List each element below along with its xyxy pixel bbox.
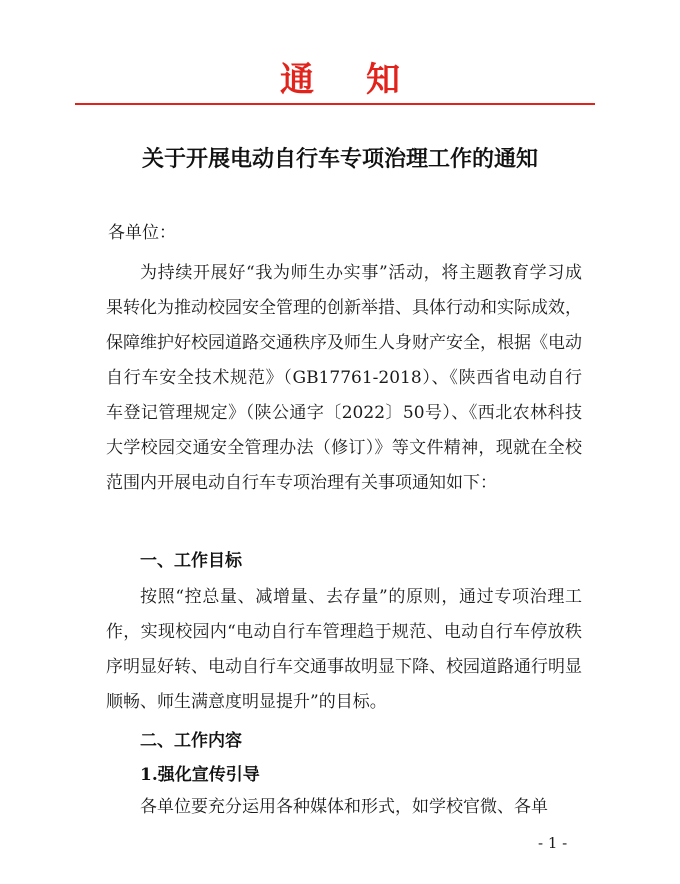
notice-header-char-2: 知 [366, 60, 400, 100]
notice-header [0, 52, 680, 101]
paragraph-publicity: 各单位要充分运用各种媒体和形式，如学校官微、各单 [140, 797, 548, 817]
page-number: - 1 - [538, 834, 568, 852]
section-heading-goals: 一、工作目标 [140, 551, 242, 571]
section-heading-content: 二、工作内容 [140, 731, 242, 751]
notice-header-char-1: 通 [280, 60, 314, 100]
subheading-publicity: 1.强化宣传引导 [140, 765, 260, 785]
document-title: 关于开展电动自行车专项治理工作的通知 [141, 146, 538, 172]
red-divider-line [75, 103, 595, 105]
paragraph-intro: 为持续开展好“我为师生办实事”活动，将主题教育学习成果转化为推动校园安全管理的创新举措、具体行动和实际成效，保障维护好校园道路交通秩序及师生人身财产安全，根据《电动自行车安全技术规范》（GB17761-2018）、《陕西省电动自行车登记管理规定》（陕公通字〔2022〕50号）、《西北农林科技大学校园交通安全管理办法（修订）》等文件精神，现就在全校范围内开展电动自行车专项治理有关事项通知如下： [106, 263, 582, 493]
salutation: 各单位： [108, 223, 176, 243]
paragraph-goals: 按照“控总量、减增量、去存量”的原则，通过专项治理工作，实现校园内“电动自行车管理趋于规范、电动自行车停放秩序明显好转、电动自行车交通事故明显下降、校园道路通行明显顺畅、师生满意度明显提升”的目标。 [106, 587, 582, 712]
